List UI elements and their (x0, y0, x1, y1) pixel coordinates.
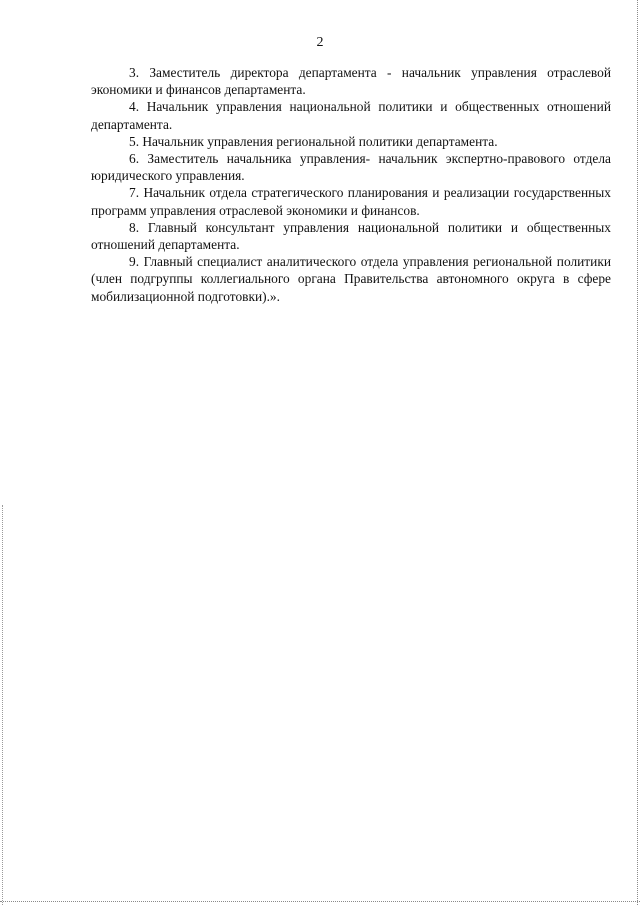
scan-edge-right (637, 0, 639, 905)
list-item-3: 3. Заместитель директора департамента - начальник управления отраслевой экономики и финансов департамента. (91, 65, 611, 98)
document-body (91, 64, 611, 305)
list-item-4: 4. Начальник управления национальной политики и общественных отношений департамента. (91, 99, 611, 132)
list-item-5: 5. Начальник управления региональной политики департамента. (129, 133, 498, 149)
list-item-7: 7. Начальник отдела стратегического планирования и реализации государственных программ управления отраслевой экономики и финансов. (91, 185, 611, 218)
list-item-8: 8. Главный консультант управления национальной политики и общественных отношений департамента. (91, 219, 611, 253)
page-number: 2 (316, 35, 324, 50)
list-item-9: 9. Главный специалист аналитического отдела управления региональной политики (член подгруппы коллегиального органа Правительства автономного округа в сфере мобилизационной подготовки).». (91, 254, 611, 304)
scan-edge-bottom (0, 901, 640, 903)
list-item-6: 6. Заместитель начальника управления- начальник экспертно-правового отдела юридического управления. (91, 151, 611, 184)
scan-edge-left (2, 505, 4, 905)
